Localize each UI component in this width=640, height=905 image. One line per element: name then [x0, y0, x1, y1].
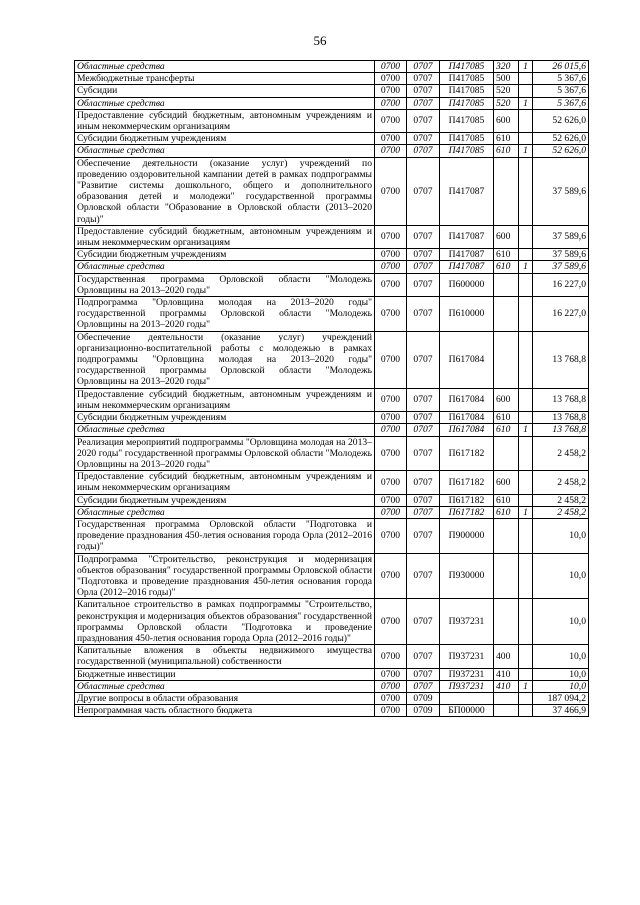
row-subsection-code: 0707 — [407, 553, 440, 599]
row-subsection-code: 0707 — [407, 145, 440, 157]
row-section-code: 0700 — [375, 471, 407, 494]
row-target-item-code: П937231 — [440, 668, 494, 680]
row-name: Субсидии — [75, 85, 375, 97]
row-expense-type-code: 610 — [494, 424, 519, 436]
row-target-item-code: П417087 — [440, 225, 494, 248]
row-subsection-code: 0707 — [407, 680, 440, 692]
row-target-item-code: П617182 — [440, 471, 494, 494]
table-row — [75, 705, 589, 717]
row-name: Предоставление субсидий бюджетным, автономным учреждениям и иным некоммерческим организациям — [75, 109, 375, 132]
row-expense-type-code — [494, 518, 519, 553]
row-amount: 52 626,0 — [533, 133, 589, 145]
row-fund-source-code — [519, 331, 533, 388]
row-expense-type-code: 600 — [494, 225, 519, 248]
row-name: Областные средства — [75, 61, 375, 73]
row-section-code: 0700 — [375, 680, 407, 692]
row-section-code: 0700 — [375, 424, 407, 436]
row-amount: 37 589,6 — [533, 157, 589, 225]
table-row — [75, 157, 589, 225]
row-fund-source-code — [519, 73, 533, 85]
table-row — [75, 424, 589, 436]
row-subsection-code: 0707 — [407, 518, 440, 553]
row-subsection-code: 0709 — [407, 692, 440, 704]
row-subsection-code: 0709 — [407, 705, 440, 717]
row-fund-source-code — [519, 471, 533, 494]
row-amount: 10,0 — [533, 645, 589, 668]
row-expense-type-code: 410 — [494, 680, 519, 692]
table-row — [75, 225, 589, 248]
row-subsection-code: 0707 — [407, 109, 440, 132]
row-fund-source-code — [519, 388, 533, 411]
table-row — [75, 109, 589, 132]
row-amount: 2 458,2 — [533, 471, 589, 494]
row-subsection-code: 0707 — [407, 133, 440, 145]
row-expense-type-code: 610 — [494, 261, 519, 273]
row-amount: 5 367,6 — [533, 85, 589, 97]
row-amount: 37 589,6 — [533, 249, 589, 261]
row-fund-source-code — [519, 494, 533, 506]
row-name: Предоставление субсидий бюджетным, автономным учреждениям и иным некоммерческим организациям — [75, 388, 375, 411]
row-fund-source-code: 1 — [519, 145, 533, 157]
row-subsection-code: 0707 — [407, 645, 440, 668]
row-expense-type-code: 410 — [494, 668, 519, 680]
row-name: Предоставление субсидий бюджетным, автономным учреждениям и иным некоммерческим организациям — [75, 471, 375, 494]
row-section-code: 0700 — [375, 85, 407, 97]
row-section-code: 0700 — [375, 109, 407, 132]
row-expense-type-code: 400 — [494, 645, 519, 668]
row-name: Областные средства — [75, 97, 375, 109]
row-fund-source-code — [519, 553, 533, 599]
row-name: Областные средства — [75, 145, 375, 157]
row-expense-type-code — [494, 157, 519, 225]
row-fund-source-code — [519, 412, 533, 424]
row-section-code: 0700 — [375, 494, 407, 506]
row-name: Капитальные вложения в объекты недвижимого имущества государственной (муниципальной) собственности — [75, 645, 375, 668]
row-name: Подпрограмма "Орловщина молодая на 2013–2020 годы" государственной программы Орловской области "Молодежь Орловщины на 2013–2020 годы" — [75, 297, 375, 332]
table-row — [75, 471, 589, 494]
table-row — [75, 85, 589, 97]
row-target-item-code: П417085 — [440, 61, 494, 73]
row-expense-type-code: 600 — [494, 109, 519, 132]
row-subsection-code: 0707 — [407, 412, 440, 424]
row-amount: 52 626,0 — [533, 145, 589, 157]
row-fund-source-code — [519, 518, 533, 553]
row-amount: 187 094,2 — [533, 692, 589, 704]
row-expense-type-code: 520 — [494, 97, 519, 109]
table-row — [75, 692, 589, 704]
row-expense-type-code: 320 — [494, 61, 519, 73]
row-expense-type-code: 600 — [494, 471, 519, 494]
table-row — [75, 249, 589, 261]
table-row — [75, 436, 589, 471]
row-target-item-code: П417087 — [440, 249, 494, 261]
row-target-item-code: П937231 — [440, 680, 494, 692]
row-name: Областные средства — [75, 261, 375, 273]
row-section-code: 0700 — [375, 157, 407, 225]
row-target-item-code: П617182 — [440, 494, 494, 506]
table-row — [75, 680, 589, 692]
row-expense-type-code: 610 — [494, 145, 519, 157]
row-amount: 16 227,0 — [533, 297, 589, 332]
row-name: Субсидии бюджетным учреждениям — [75, 494, 375, 506]
row-section-code: 0700 — [375, 145, 407, 157]
row-section-code: 0700 — [375, 599, 407, 645]
table-row — [75, 273, 589, 296]
row-expense-type-code — [494, 297, 519, 332]
row-target-item-code: П417085 — [440, 133, 494, 145]
row-section-code: 0700 — [375, 668, 407, 680]
row-target-item-code: П600000 — [440, 273, 494, 296]
row-name: Обеспечение деятельности (оказание услуг) учреждений организационно-воспитательной работы с молодежью в рамках подпрограммы "Орловщина молодая на 2013–2020 годы" государственной программы Орловской области "Молодежь Орловщины на 2013–2020 годы" — [75, 331, 375, 388]
row-section-code: 0700 — [375, 225, 407, 248]
row-target-item-code: П617182 — [440, 436, 494, 471]
table-row — [75, 645, 589, 668]
row-subsection-code: 0707 — [407, 73, 440, 85]
row-target-item-code: П417085 — [440, 85, 494, 97]
row-expense-type-code — [494, 553, 519, 599]
row-section-code: 0700 — [375, 261, 407, 273]
row-subsection-code: 0707 — [407, 273, 440, 296]
row-target-item-code: П617084 — [440, 331, 494, 388]
table-row — [75, 494, 589, 506]
budget-table — [74, 60, 589, 717]
row-section-code: 0700 — [375, 388, 407, 411]
row-target-item-code: П617084 — [440, 412, 494, 424]
row-subsection-code: 0707 — [407, 331, 440, 388]
row-amount: 13 768,8 — [533, 412, 589, 424]
row-subsection-code: 0707 — [407, 249, 440, 261]
row-target-item-code: П417087 — [440, 157, 494, 225]
row-fund-source-code — [519, 85, 533, 97]
row-amount: 10,0 — [533, 553, 589, 599]
row-fund-source-code — [519, 297, 533, 332]
row-amount: 37 589,6 — [533, 261, 589, 273]
table-row — [75, 297, 589, 332]
row-subsection-code: 0707 — [407, 668, 440, 680]
table-row — [75, 518, 589, 553]
row-expense-type-code: 610 — [494, 412, 519, 424]
row-name: Подпрограмма "Строительство, реконструкция и модернизация объектов образования" государственной программы Орловской области "Подготовка и проведение празднования 450-летия основания города Орла (2012–2016 годы)" — [75, 553, 375, 599]
row-fund-source-code — [519, 645, 533, 668]
row-name: Субсидии бюджетным учреждениям — [75, 133, 375, 145]
row-name: Государственная программа Орловской области "Молодежь Орловщины на 2013–2020 годы" — [75, 273, 375, 296]
row-target-item-code: П417085 — [440, 73, 494, 85]
row-target-item-code: П937231 — [440, 645, 494, 668]
row-name: Областные средства — [75, 680, 375, 692]
row-name: Межбюджетные трансферты — [75, 73, 375, 85]
row-amount: 52 626,0 — [533, 109, 589, 132]
page-number: 56 — [313, 33, 327, 48]
row-subsection-code: 0707 — [407, 61, 440, 73]
row-expense-type-code — [494, 436, 519, 471]
row-fund-source-code — [519, 692, 533, 704]
row-section-code: 0700 — [375, 249, 407, 261]
row-subsection-code: 0707 — [407, 506, 440, 518]
table-row — [75, 506, 589, 518]
row-target-item-code: П617084 — [440, 388, 494, 411]
row-amount: 37 589,6 — [533, 225, 589, 248]
row-subsection-code: 0707 — [407, 424, 440, 436]
row-section-code: 0700 — [375, 436, 407, 471]
row-subsection-code: 0707 — [407, 436, 440, 471]
row-expense-type-code — [494, 273, 519, 296]
row-subsection-code: 0707 — [407, 261, 440, 273]
row-target-item-code: П610000 — [440, 297, 494, 332]
row-name: Областные средства — [75, 506, 375, 518]
row-fund-source-code: 1 — [519, 680, 533, 692]
row-target-item-code: П417087 — [440, 261, 494, 273]
row-amount: 10,0 — [533, 668, 589, 680]
row-amount: 10,0 — [533, 518, 589, 553]
row-subsection-code: 0707 — [407, 157, 440, 225]
row-section-code: 0700 — [375, 553, 407, 599]
table-row — [75, 261, 589, 273]
row-amount: 13 768,8 — [533, 331, 589, 388]
row-fund-source-code — [519, 599, 533, 645]
row-target-item-code: П417085 — [440, 97, 494, 109]
row-fund-source-code — [519, 157, 533, 225]
row-name: Областные средства — [75, 424, 375, 436]
row-section-code: 0700 — [375, 412, 407, 424]
row-name: Государственная программа Орловской области "Подготовка и проведение празднования 450-летия основания города Орла (2012–2016 годы)" — [75, 518, 375, 553]
row-section-code: 0700 — [375, 518, 407, 553]
row-fund-source-code — [519, 273, 533, 296]
row-subsection-code: 0707 — [407, 494, 440, 506]
row-amount: 5 367,6 — [533, 97, 589, 109]
row-amount: 2 458,2 — [533, 494, 589, 506]
row-amount: 37 466,9 — [533, 705, 589, 717]
table-row — [75, 599, 589, 645]
table-row — [75, 97, 589, 109]
table-row — [75, 61, 589, 73]
row-target-item-code: П417085 — [440, 145, 494, 157]
row-fund-source-code — [519, 705, 533, 717]
row-name: Бюджетные инвестиции — [75, 668, 375, 680]
row-amount: 10,0 — [533, 599, 589, 645]
row-fund-source-code: 1 — [519, 424, 533, 436]
row-amount: 2 458,2 — [533, 506, 589, 518]
row-section-code: 0700 — [375, 331, 407, 388]
row-section-code: 0700 — [375, 97, 407, 109]
row-section-code: 0700 — [375, 705, 407, 717]
row-fund-source-code — [519, 436, 533, 471]
row-amount: 13 768,8 — [533, 424, 589, 436]
row-name: Реализация мероприятий подпрограммы "Орловщина молодая на 2013–2020 годы" государственной программы Орловской области "Молодежь Орловщины на 2013–2020 годы" — [75, 436, 375, 471]
row-section-code: 0700 — [375, 692, 407, 704]
row-expense-type-code: 610 — [494, 494, 519, 506]
row-name: Предоставление субсидий бюджетным, автономным учреждениям и иным некоммерческим организациям — [75, 225, 375, 248]
row-fund-source-code — [519, 668, 533, 680]
row-target-item-code: П900000 — [440, 518, 494, 553]
row-subsection-code: 0707 — [407, 225, 440, 248]
row-expense-type-code: 600 — [494, 388, 519, 411]
row-fund-source-code: 1 — [519, 506, 533, 518]
row-subsection-code: 0707 — [407, 97, 440, 109]
table-row — [75, 553, 589, 599]
row-section-code: 0700 — [375, 133, 407, 145]
row-subsection-code: 0707 — [407, 85, 440, 97]
row-target-item-code: П930000 — [440, 553, 494, 599]
row-amount: 16 227,0 — [533, 273, 589, 296]
row-name: Субсидии бюджетным учреждениям — [75, 412, 375, 424]
row-section-code: 0700 — [375, 73, 407, 85]
row-subsection-code: 0707 — [407, 599, 440, 645]
row-section-code: 0700 — [375, 506, 407, 518]
row-fund-source-code — [519, 249, 533, 261]
row-expense-type-code: 610 — [494, 249, 519, 261]
row-section-code: 0700 — [375, 297, 407, 332]
row-expense-type-code: 610 — [494, 133, 519, 145]
table-row — [75, 388, 589, 411]
table-row — [75, 412, 589, 424]
row-target-item-code: П417085 — [440, 109, 494, 132]
row-amount: 26 015,6 — [533, 61, 589, 73]
table-row — [75, 331, 589, 388]
row-subsection-code: 0707 — [407, 388, 440, 411]
row-fund-source-code — [519, 133, 533, 145]
table-row — [75, 668, 589, 680]
budget-table-body — [75, 61, 589, 717]
row-target-item-code: БП00000 — [440, 705, 494, 717]
row-name: Непрограммная часть областного бюджета — [75, 705, 375, 717]
row-section-code: 0700 — [375, 273, 407, 296]
row-subsection-code: 0707 — [407, 297, 440, 332]
row-target-item-code: П617182 — [440, 506, 494, 518]
row-fund-source-code: 1 — [519, 61, 533, 73]
table-row — [75, 133, 589, 145]
row-amount: 5 367,6 — [533, 73, 589, 85]
row-expense-type-code: 500 — [494, 73, 519, 85]
row-name: Субсидии бюджетным учреждениям — [75, 249, 375, 261]
row-amount: 13 768,8 — [533, 388, 589, 411]
row-fund-source-code: 1 — [519, 97, 533, 109]
row-expense-type-code: 520 — [494, 85, 519, 97]
row-fund-source-code: 1 — [519, 261, 533, 273]
row-subsection-code: 0707 — [407, 471, 440, 494]
table-row — [75, 145, 589, 157]
row-name: Обеспечение деятельности (оказание услуг) учреждений по проведению оздоровительной кампании детей в рамках подпрограммы "Развитие системы дошкольного, общего и дополнительного образования детей и молодежи" государственной программы Орловской области "Образование в Орловской области (2013–2020 годы)" — [75, 157, 375, 225]
row-expense-type-code — [494, 331, 519, 388]
row-fund-source-code — [519, 109, 533, 132]
row-expense-type-code: 610 — [494, 506, 519, 518]
row-fund-source-code — [519, 225, 533, 248]
row-expense-type-code — [494, 692, 519, 704]
row-expense-type-code — [494, 599, 519, 645]
row-target-item-code: П937231 — [440, 599, 494, 645]
row-expense-type-code — [494, 705, 519, 717]
table-row — [75, 73, 589, 85]
row-target-item-code — [440, 692, 494, 704]
row-section-code: 0700 — [375, 645, 407, 668]
row-name: Другие вопросы в области образования — [75, 692, 375, 704]
row-section-code: 0700 — [375, 61, 407, 73]
row-name: Капитальное строительство в рамках подпрограммы "Строительство, реконструкция и модернизация объектов образования" государственной программы Орловской области "Подготовка и проведение празднования 450-летия основания города Орла (2012–2016 годы)" — [75, 599, 375, 645]
row-amount: 10,0 — [533, 680, 589, 692]
row-target-item-code: П617084 — [440, 424, 494, 436]
row-amount: 2 458,2 — [533, 436, 589, 471]
